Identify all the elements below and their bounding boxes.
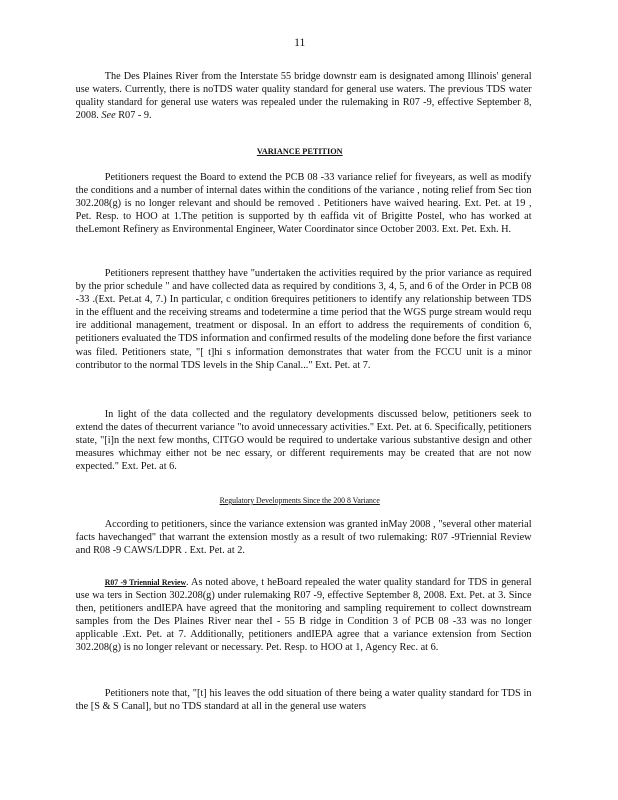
paragraph-3: Petitioners represent thatthey have "undertaken the activities required by the prior variance as required by the prior schedule " and have collected data as required by conditions 3, 4, 5, and 6 of the Order in PCB 08 -33 .(Ext. Pet.at 4, 7.) In particular, c ondition 6requires petitioners to identify any relationship between TDS in the effluent and the receiving streams and todetermine a time period that the WGS purge stream would requ ire additional management, treatment or disposal. In an effort to address the requirements of condition 6, petitioners evaluated the TDS information and confirmed results of the modeling done before the first variance was filed. Petitioners state, "[ t]hi s information demonstrates that water from the FCCU unit is a minor contributor to the normal TDS levels in the Ship Canal..." Ext. Pet. at 7. [75,268,532,371]
paragraph-7: Petitioners note that, "[t] his leaves the odd situation of there being a water quality standard for TDS in the [S & S Canal], but no TDS standard at all in the general use waters [75,688,532,713]
see-signal: See [101,110,116,122]
paragraph-1-text: The Des Plaines River from the Interstate 55 bridge downstr eam is designated among Illinois' general use waters. Currently, there is noTDS water quality standard for general use waters. The previous TDS water quality standard for general use waters was repealed under the rulemaking in R07 -9, effective September 8, 2008. [75,71,532,122]
run-in-heading: R07 -9 Triennial Review [104,578,187,587]
citation: R07 - 9. [118,110,152,122]
paragraph-6 [76,576,532,655]
subsection-heading-text: Regulatory Developments Since the 200 8 Variance [219,496,380,505]
paragraph-4: In light of the data collected and the regulatory developments discussed below, petitioners seek to extend the dates of thecurrent variance "to avoid unnecessary activities." Ext. Pet. at 6. Specifically, petitioners state, "[i]n the next few months, CITGO would be required to undertake various substantive design and other measures whichmay either not be nec essary, or different requirements may be created that are not now expected." Ext. Pet. at 6. [75,409,532,473]
page-number: 11 [294,35,306,49]
paragraph-5: According to petitioners, since the variance extension was granted inMay 2008 , "several other material facts havechanged" that warrant the extension mostly as a result of two rulemaking: R07 -9Triennial Review and R08 -9 CAWS/LDPR . Ext. Pet. at 2. [75,519,532,557]
paragraph-1 [76,70,532,122]
section-heading-text: VARIANCE PETITION [256,146,343,156]
paragraph-2: Petitioners request the Board to extend the PCB 08 -33 variance relief for fiveyears, as well as modify the conditions and a number of internal dates within the conditions of the variance , noting relief from Sec tion 302.208(g) is no longer relevant and should be removed . Petitioners have waived hearing. Ext. Pet. at 19 , Pet. Resp. to HOO at 1.The petition is supported by th eaffida vit of Brigitte Postel, who has worked at theLemont Refinery as Environmental Engineer, Water Coordinator since October 2003. Ext. Pet. Exh. H. [75,172,532,236]
subsection-heading-regulatory-developments [0,494,599,507]
section-heading-variance-petition [0,145,599,158]
paragraph-6-text: . As noted above, t heBoard repealed the water quality standard for TDS in general use wa ters in Section 302.208(g) under rulemaking R07 -9, effective September 8, 2008. Ext. Pet. at 3. Since then, petitioners andIEPA have agreed that the monitoring and sampling requirement to collect downstream samples from the Des Plaines River near theI - 55 B ridge in Condition 3 of PCB 08 -33 was no longer applicable .Ext. Pet. at 7. Additionally, petitioners andIEPA agree that a variance extension from Section 302.208(g) is no longer relevant or necessary. Pet. Resp. to HOO at 1, Agency Rec. at 6. [75,577,532,654]
